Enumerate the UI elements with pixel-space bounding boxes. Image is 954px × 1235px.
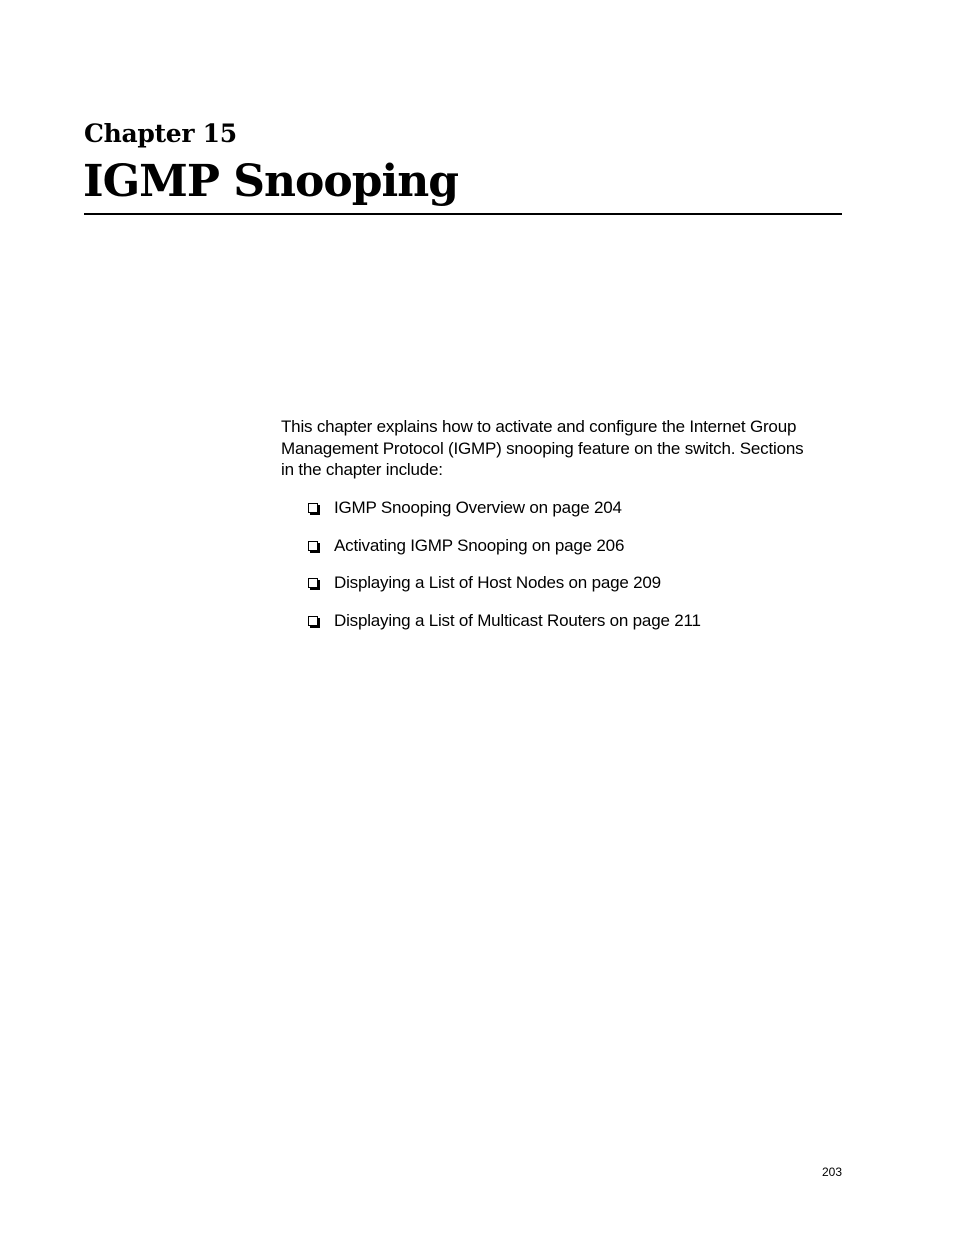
title-rule — [84, 213, 842, 215]
section-list-item — [308, 497, 701, 535]
checkbox-bullet-icon — [308, 616, 318, 626]
section-link-multicast-routers[interactable]: Displaying a List of Multicast Routers on page 211 — [334, 610, 701, 630]
section-list-item — [308, 535, 701, 573]
chapter-title: IGMP Snooping — [83, 156, 458, 207]
checkbox-bullet-icon — [308, 503, 318, 513]
section-link-activating-igmp-snooping[interactable]: Activating IGMP Snooping on page 206 — [334, 535, 625, 555]
intro-line: Management Protocol (IGMP) snooping feature on the switch. Sections — [281, 438, 804, 458]
checkbox-bullet-icon — [308, 541, 318, 551]
page-number: 203 — [821, 1165, 842, 1179]
section-link-igmp-snooping-overview[interactable]: IGMP Snooping Overview on page 204 — [334, 498, 622, 517]
chapter-label: Chapter 15 — [84, 119, 237, 148]
section-list-item — [308, 572, 701, 610]
intro-paragraph — [281, 416, 841, 481]
intro-line: in the chapter include: — [281, 460, 443, 479]
intro-line: This chapter explains how to activate and configure the Internet Group — [281, 417, 797, 436]
checkbox-bullet-icon — [308, 578, 318, 588]
section-link-host-nodes[interactable]: Displaying a List of Host Nodes on page 209 — [334, 573, 661, 592]
section-list-item — [308, 610, 701, 648]
section-list — [308, 497, 701, 647]
